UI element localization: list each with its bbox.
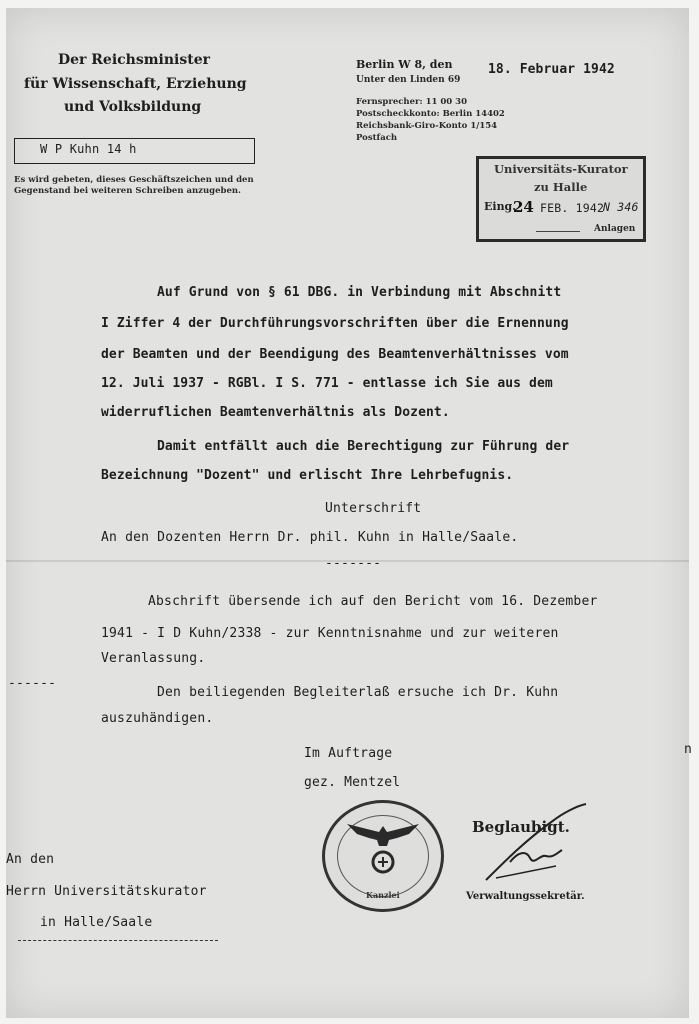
body-line-1: Auf Grund von § 61 DBG. in Verbindung mit Abschnitt (157, 285, 562, 300)
stamp-month-year: FEB. 1942 (540, 201, 605, 215)
recipient-line-2: Herrn Universitätskurator (6, 884, 207, 899)
recipient-line-1: An den (6, 852, 55, 867)
body-line-2: I Ziffer 4 der Durchführungsvorschriften über die Ernennung (101, 316, 569, 331)
letter-date: 18. Februar 1942 (488, 62, 615, 77)
stamp-number: N 346 (603, 200, 639, 214)
reference-number: W P Kuhn 14 h (40, 142, 137, 156)
certified-title: Verwaltungssekretär. (466, 891, 585, 902)
address-reichsbank: Reichsbank-Giro-Konto 1/154 (356, 121, 498, 131)
stamp-line-1: Universitäts-Kurator (494, 162, 628, 176)
copy-note-line-4: Den beiliegenden Begleiterlaß ersuche ich Dr. Kuhn (157, 685, 559, 700)
recipient-line-3: in Halle/Saale (40, 915, 153, 930)
closing-im-auftrage: Im Auftrage (304, 746, 393, 761)
signature-placeholder: Unterschrift (325, 501, 422, 516)
letterhead-line-2: für Wissenschaft, Erziehung (24, 76, 247, 92)
copy-note-line-5: auszuhändigen. (101, 711, 214, 726)
reference-note-line-2: Gegenstand bei weiteren Schreiben anzugeben. (14, 186, 241, 196)
body-line-6: Damit entfällt auch die Berechtigung zur Führung der (157, 439, 570, 454)
stamp-anlagen: Anlagen (594, 224, 636, 234)
body-line-7: Bezeichnung "Dozent" und erlischt Ihre Lehrbefugnis. (101, 468, 514, 483)
closing-gez: gez. Mentzel (304, 775, 401, 790)
stamp-line-2: zu Halle (534, 180, 588, 194)
stamp-anlagen-line (536, 231, 580, 232)
address-phone: Fernsprecher: 11 00 30 (356, 97, 467, 107)
address-street: Unter den Linden 69 (356, 75, 461, 85)
body-line-5: widerruflichen Beamtenverhältnis als Dozent. (101, 405, 450, 420)
copy-note-line-1: Abschrift übersende ich auf den Bericht vom 16. Dezember (148, 594, 598, 609)
copy-note-line-2: 1941 - I D Kuhn/2338 - zur Kenntnisnahme und zur weiteren (101, 626, 559, 641)
addressee-line: An den Dozenten Herrn Dr. phil. Kuhn in Halle/Saale. (101, 530, 519, 545)
letterhead-line-3: und Volksbildung (64, 99, 202, 115)
letterhead-line-1: Der Reichsminister (58, 52, 211, 68)
separator-dashes: ------- (325, 556, 382, 571)
body-line-3: der Beamten und der Beendigung des Beamtenverhältnisses vom (101, 347, 569, 362)
stamp-eing: Eing. (484, 200, 517, 213)
seal-text: Kanzlei (366, 890, 400, 900)
stamp-day: 24 (513, 198, 534, 216)
recipient-underline (18, 940, 218, 941)
copy-note-line-3: Veranlassung. (101, 651, 206, 666)
left-margin-dashes: ------ (8, 676, 57, 691)
eagle-emblem-icon (343, 818, 423, 878)
address-city: Berlin W 8, den (356, 58, 453, 71)
reference-note-line-1: Es wird gebeten, dieses Geschäftszeichen und den (14, 175, 254, 185)
handwritten-signature-icon (466, 800, 596, 892)
margin-letter: n (684, 742, 693, 757)
certified-label: Beglaubigt. (472, 818, 570, 836)
address-postcheck: Postscheckkonto: Berlin 14402 (356, 109, 505, 119)
address-postfach: Postfach (356, 133, 398, 143)
body-line-4: 12. Juli 1937 - RGBl. I S. 771 - entlasse ich Sie aus dem (101, 376, 553, 391)
